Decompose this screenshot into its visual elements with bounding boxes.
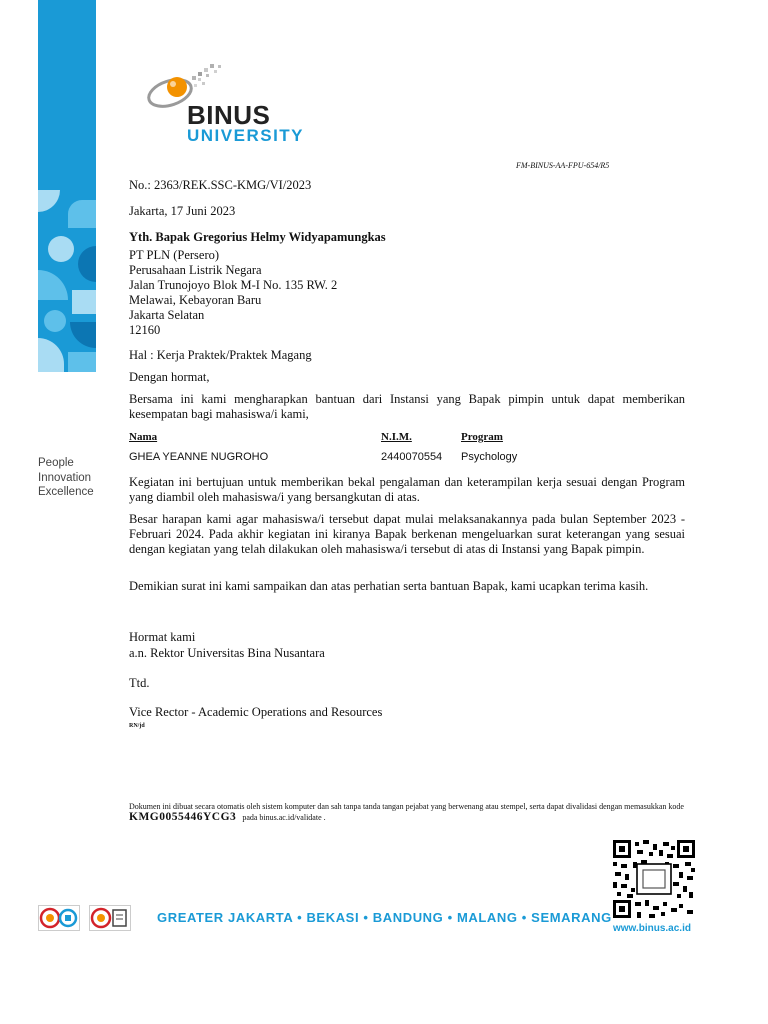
validation-footnote: [129, 801, 689, 823]
signatory-title: Vice Rector - Academic Operations and Resources: [129, 705, 383, 719]
address-line: PT PLN (Persero): [129, 248, 220, 262]
tagline-line: Excellence: [38, 486, 94, 498]
recipient-address: [129, 248, 337, 338]
signature: Ttd.: [129, 676, 150, 690]
address-line: 12160: [129, 323, 161, 337]
address-line: Jalan Trunojoyo Blok M-I No. 135 RW. 2: [129, 278, 338, 292]
form-code: FM-BINUS-AA-FPU-654/R5: [516, 161, 610, 170]
address-line: Melawai, Kebayoran Baru: [129, 293, 262, 307]
tagline-line: Innovation: [38, 471, 92, 484]
letter-number: No.: 2363/REK.SSC-KMG/VI/2023: [129, 178, 312, 192]
subject: Hal : Kerja Praktek/Praktek Magang: [129, 348, 312, 362]
table-header-name: Nama: [129, 431, 158, 443]
footnote-text-end: pada binus.ac.id/validate .: [242, 813, 326, 822]
logo-subtitle: UNIVERSITY: [187, 126, 305, 145]
binus-logo: [130, 62, 320, 150]
table-header-nim: N.I.M.: [381, 431, 412, 443]
tagline: [38, 456, 94, 500]
tagline-line: People: [38, 457, 74, 469]
sidebar-decoration: [38, 0, 96, 372]
validation-code: KMG0055446YCG3: [129, 811, 237, 823]
place-date: Jakarta, 17 Juni 2023: [129, 204, 236, 218]
closing-line: Hormat kami: [129, 630, 196, 644]
iso-certification-icon: [89, 905, 131, 931]
footnote-text: Dokumen ini dibuat secara otomatis oleh sistem komputer dan sah tanpa tanda tangan pejabat yang berwenang atau stempel, serta dapat divalidasi dengan memasukkan kode: [129, 802, 684, 811]
typist-initials: RN/jd: [129, 723, 145, 729]
campus-cities: GREATER JAKARTA • BEKASI • BANDUNG • MALANG • SEMARANG: [157, 910, 612, 925]
body-paragraph: Besar harapan kami agar mahasiswa/i tersebut dapat mulai melaksanakannya pada bulan September 2023 - Februari 2024. Pada akhir kegiatan ini kiranya Bapak berkenan mengeluarkan surat keterangan yang sesuai dengan kegiatan yang telah dilakukan oleh mahasiswa/i tersebut di atas di Instansi yang Bapak pimpin.: [129, 512, 685, 556]
address-line: Perusahaan Listrik Negara: [129, 263, 262, 277]
iso-certification-icon: [38, 905, 80, 931]
body-paragraph: Kegiatan ini bertujuan untuk memberikan bekal pengalaman dan keterampilan kerja sesuai dengan Program yang diambil oleh mahasiswa/i yang bersangkutan di atas.: [129, 475, 685, 504]
address-line: Jakarta Selatan: [129, 308, 205, 322]
website-link[interactable]: www.binus.ac.id: [613, 923, 691, 934]
qr-code-icon: [613, 840, 695, 918]
student-program: Psychology: [461, 451, 518, 463]
intro-paragraph: Bersama ini kami mengharapkan bantuan dari Instansi yang Bapak pimpin untuk dapat memberikan kesempatan bagi mahasiswa/i kami,: [129, 392, 685, 421]
body-paragraph: Demikian surat ini kami sampaikan dan atas perhatian serta bantuan Bapak, kami ucapkan terima kasih.: [129, 579, 649, 593]
table-header-program: Program: [461, 431, 503, 443]
student-nim: 2440070554: [381, 451, 443, 463]
greeting: Dengan hormat,: [129, 370, 210, 384]
recipient-name: Yth. Bapak Gregorius Helmy Widyapamungkas: [129, 230, 386, 244]
closing-on-behalf: a.n. Rektor Universitas Bina Nusantara: [129, 646, 325, 660]
logo-wordmark: BINUS: [187, 100, 271, 130]
student-name: GHEA YEANNE NUGROHO: [129, 451, 269, 463]
